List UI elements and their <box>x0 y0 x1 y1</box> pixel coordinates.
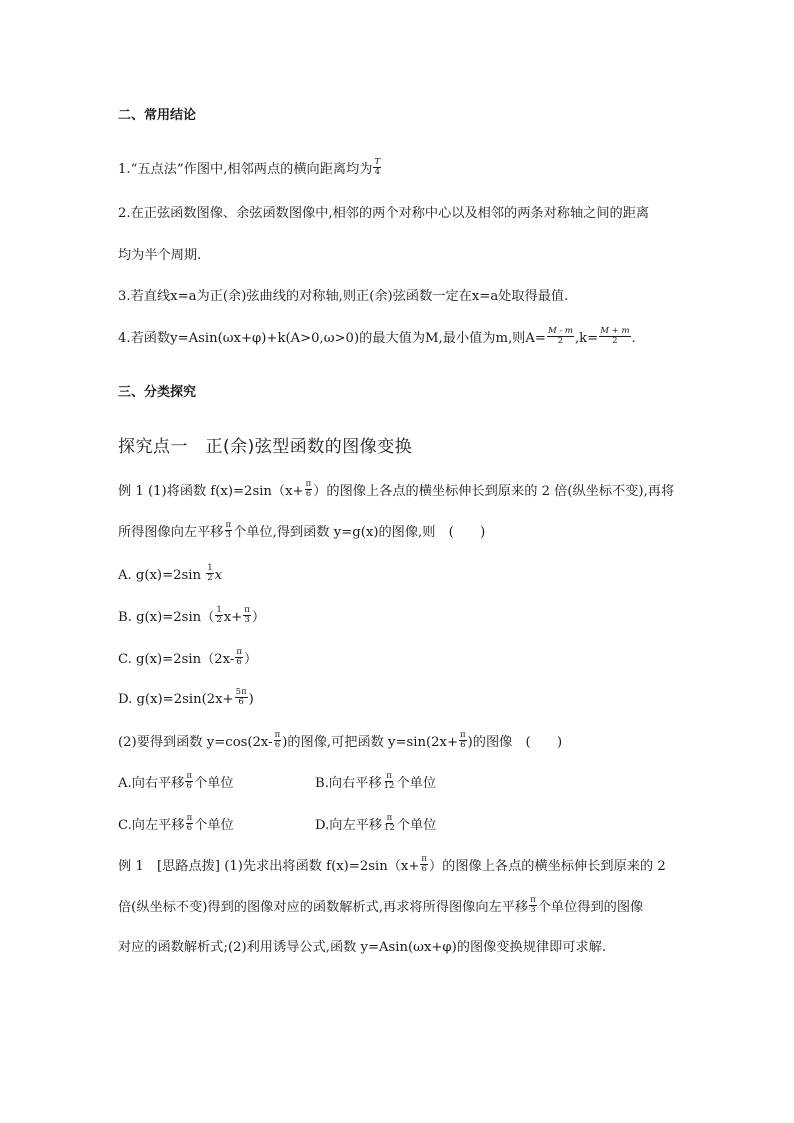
hint-line-1: 例 1 [思路点拨] (1)先求出将函数 f(x)=2sin（x+ $\frac{\pi}{6}$ ）的图像上各点的横坐标伸长到原来的 2 <box>118 854 666 874</box>
option-b: B. g(x)=2sin（ $\frac{1}{2}$ x+ $\frac{\pi}{3}$ ） <box>118 605 266 625</box>
fraction-A: $\frac{M - m}{2}$ <box>547 326 573 346</box>
conclusion-2-line-2: 均为半个周期. <box>118 248 202 263</box>
conclusion-3: 3.若直线x=a为正(余)弦曲线的对称轴,则正(余)弦函数一定在x=a处取得最值. <box>118 289 569 304</box>
example-1-question-1-line-2: 所得图像向左平移 $\frac{\pi}{3}$ 个单位,得到函数 y=g(x)的图像,则 ( ) <box>118 520 486 540</box>
fraction-k: $\frac{M + m}{2}$ <box>600 326 630 346</box>
conclusion-2-line-1: 2.在正弦函数图像、余弦函数图像中,相邻的两个对称中心以及相邻的两条对称轴之间的距离 <box>118 206 650 221</box>
conclusion-1 <box>118 157 382 180</box>
option-a: A. g(x)=2sin $\frac{1}{2}$ x <box>118 563 223 583</box>
topic-title: 探究点一 正(余)弦型函数的图像变换 <box>118 437 413 457</box>
example-1-question-1-line-1: 例 1 (1)将函数 f(x)=2sin（x+ $\frac{\pi}{6}$ ）的图像上各点的横坐标伸长到原来的 2 倍(纵坐标不变),再将 <box>118 479 675 499</box>
hint-line-3: 对应的函数解析式;(2)利用诱导公式,函数 y=Asin(ωx+φ)的图像变换规律即可求解. <box>118 940 607 955</box>
option-2c: C.向左平移 $\frac{\pi}{6}$ 个单位 <box>118 813 234 833</box>
option-2d: D.向左平移 $\frac{\pi}{12}$ 个单位 <box>315 813 437 833</box>
section-heading-conclusions: 二、常用结论 <box>118 108 197 123</box>
hint-line-2: 倍(纵坐标不变)得到的图像对应的函数解析式,再求将所得图像向左平移 $\frac{\pi}{3}$ 个单位得到的图像 <box>118 895 644 915</box>
conclusion-4: 4.若函数y=Asin(ωx+φ)+k(A>0,ω>0)的最大值为M,最小值为m,则A= $\frac{M - m}{2}$ ,k= $\frac{M + m}{2}$ . <box>118 326 636 346</box>
fraction-T-over-4: $\frac{T}{4}$ <box>374 157 381 177</box>
option-2b: B.向右平移 $\frac{\pi}{12}$ 个单位 <box>315 771 437 791</box>
section-heading-explore: 三、分类探究 <box>118 385 197 400</box>
option-c: C. g(x)=2sin（2x- $\frac{\pi}{6}$ ） <box>118 647 258 667</box>
option-d: D. g(x)=2sin(2x+ $\frac{5\pi}{6}$ ) <box>118 687 254 707</box>
conclusion-1-text: 1.“五点法”作图中,相邻两点的横向距离均为 <box>118 162 373 177</box>
option-2a: A.向右平移 $\frac{\pi}{6}$ 个单位 <box>118 771 234 791</box>
example-1-question-2: (2)要得到函数 y=cos(2x- $\frac{\pi}{6}$ )的图像,可把函数 y=sin(2x+ $\frac{\pi}{6}$ )的图像 ( ) <box>118 730 563 750</box>
